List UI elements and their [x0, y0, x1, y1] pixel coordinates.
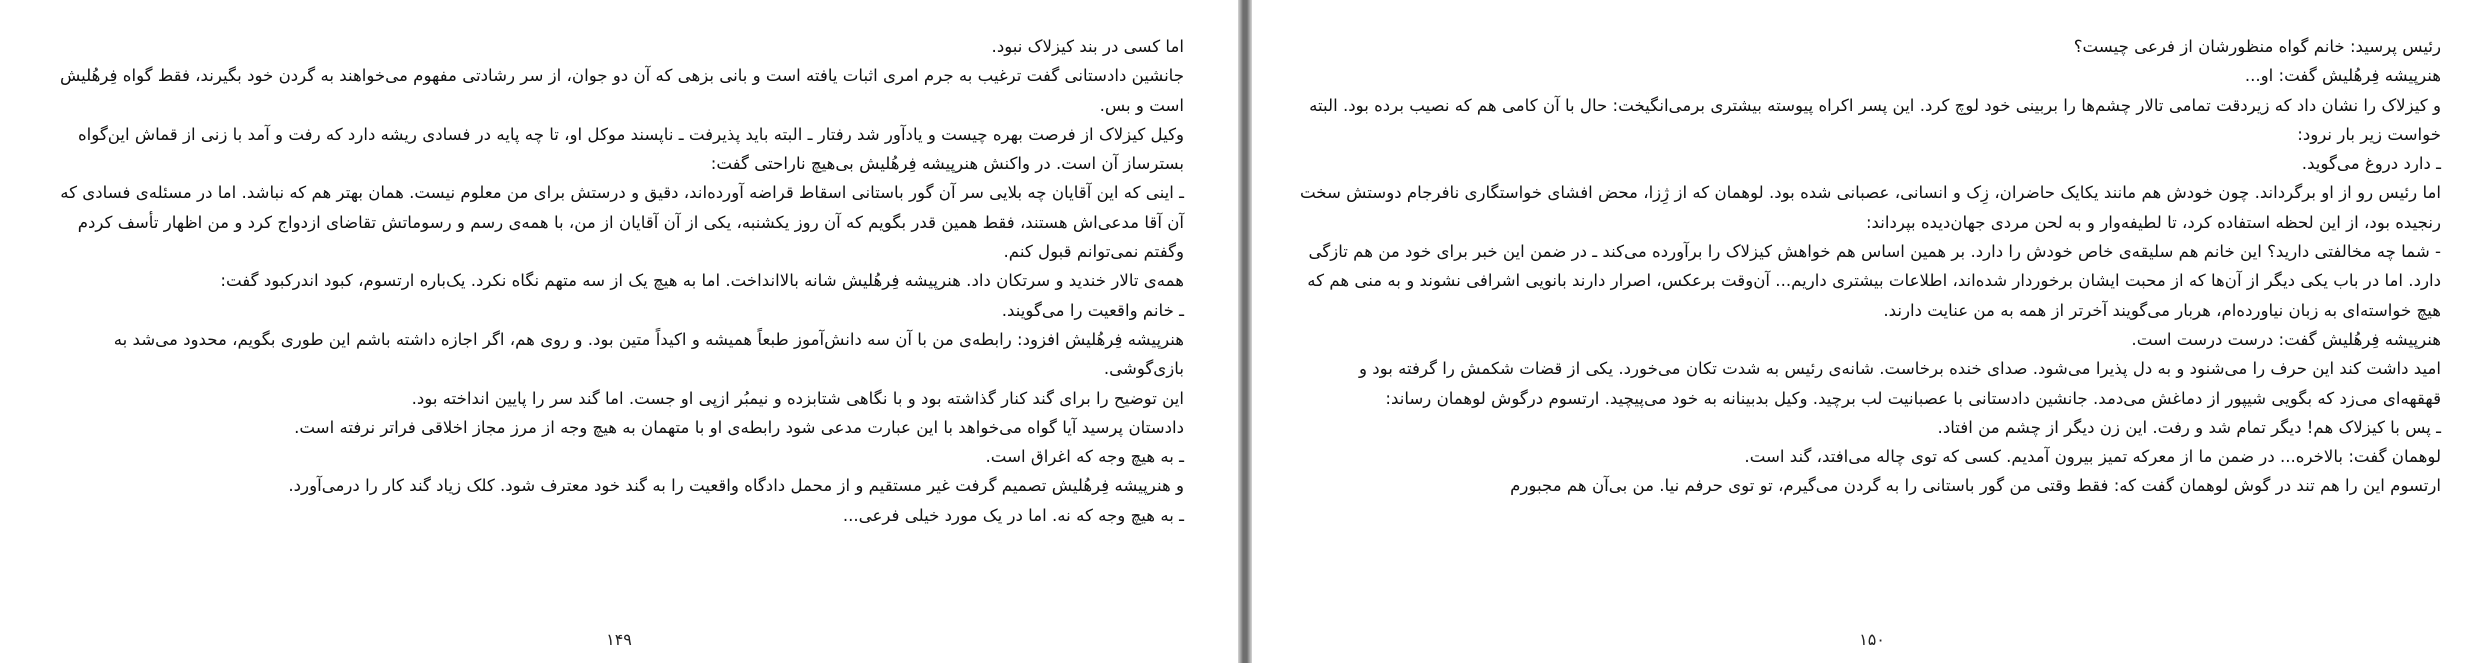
left-page-text — [54, 32, 1184, 530]
paragraph: جانشین دادستانی گفت ترغیب به جرم امری اثبات یافته است و بانی بزهی که آن دو جوان، از سر رشادتی مفهوم می‌خواهند به گردن خود بگیرند، فقط گواه فِرهُلیش است و بس. — [60, 66, 1184, 115]
paragraph: و هنرپیشه فِرهُلیش تصمیم گرفت غیر مستقیم و از محمل دادگاه واقعیت را به گند خود معترف شود. کلک زیاد گند کار را درمی‌آورد. — [288, 476, 1184, 496]
paragraph: وکیل کیزلاک از فرصت بهره چیست و یادآور شد رفتار ـ البته باید پذیرفت ـ ناپسند موکل او، تا چه پایه در فسادی ریشه دارد که رفت و آمد با زنی از قماش این‌گواه بسترساز آن است. در واکنش هنرپیشه فِرهُلیش بی‌هیچ ناراحتی گفت: — [77, 124, 1184, 174]
paragraph: و کیزلاک را نشان داد که زیردقت تمامی تالار چشم‌ها را بربینی خود لوچ کرد. این پسر اکراه پیوسته بیشتری برمی‌انگیخت: حال با آن کامی هم که نصیب برده بود. البته خواست زیر بار نرود: — [1309, 95, 2441, 144]
paragraph: امید داشت کند این حرف را می‌شنود و به دل پذیرا می‌شود. صدای خنده برخاست. شانه‌ی رئیس به شدت تکان می‌خورد. یکی از قضات شکمش را گرفته بود و قهقهه‌ای می‌زد که بگویی شیپور از دماغش می‌دمد. جانشین دادستانی با عصبانیت لب برچید. وکیل بدبینانه به خود می‌پیچید. ارتسوم درگوش لوهمان رساند: — [1358, 359, 2441, 408]
paragraph: هنرپیشه فِرهُلیش گفت: درست درست است. — [2131, 329, 2441, 349]
paragraph: اما کسی در بند کیزلاک نبود. — [991, 37, 1184, 56]
paragraph: این توضیح را برای گند کنار گذاشته بود و با نگاهی شتابزده و نیمبُر ازپی او جست. اما گند سر را پایین انداخته بود. — [411, 388, 1184, 408]
paragraph: اما رئیس رو از او برگرداند. چون خودش هم مانند یکایک حاضران، زِک و انسانی، عصبانی شده بود. لوهمان که از ژِزا، محض افشای خواستگاری نافرجام دوستش سخت رنجیده بود، از این لحظه استفاده کرد، تا لطیفه‌وار و به لحن مردی جهان‌دیده بپرداند: — [1299, 183, 2441, 232]
left-page — [0, 0, 1238, 663]
book-gutter — [1238, 0, 1252, 663]
paragraph: ـ به هیچ وجه که نه. اما در یک مورد خیلی فرعی... — [842, 505, 1184, 525]
paragraph: لوهمان گفت: بالاخره... در ضمن ما از معرکه تمیز بیرون آمدیم. کسی که توی چاله می‌افتد، گند است. — [1744, 447, 2441, 467]
paragraph: هنرپیشه فِرهُلیش افزود: رابطه‌ی من با آن سه دانش‌آموز طبعاً همیشه و اکیداً متین بود. و روی هم، اگر اجازه داشته باشم این طوری بگویم، محدود می‌شد به بازی‌گوشی. — [113, 329, 1184, 379]
paragraph: همه‌ی تالار خندید و سرتکان داد. هنرپیشه فِرهُلیش شانه بالاانداخت. اما به هیچ یک از سه متهم نگاه نکرد. یک‌باره ارتسوم، کبود اندرکبود گفت: — [220, 271, 1184, 291]
right-page-text — [1298, 32, 2441, 501]
page-number-right: ۱۵۰ — [1859, 630, 1885, 649]
paragraph: رئیس پرسید: خانم گواه منظورشان از فرعی چیست؟ — [2073, 37, 2441, 56]
paragraph: ارتسوم این را هم تند در گوش لوهمان گفت که: فقط وقتی من گور باستانی را به گردن می‌گیرم، تو توی حرفم نیا. من بی‌آن هم مجبورم — [1510, 476, 2441, 496]
paragraph: ـ خانم واقعیت را می‌گویند. — [1001, 300, 1184, 320]
paragraph: - شما چه مخالفتی دارید؟ این خانم هم سلیقه‌ی خاص خودش را دارد. بر همین اساس هم خواهش کیزلاک را برآورده می‌کند ـ در ضمن این خبر برای خود من هم تازگی دارد. اما در باب یکی دیگر از آن‌ها که از محبت ایشان برخوردار شده‌اند، اطلاعات بیشتری داریم... آن‌وقت برعکس، اصرار دارند بانویی اشرافی نشوند و به منی هم که هیچ خواسته‌ای به زبان نیاورده‌ام، هربار می‌گویند آخرتر از همه به من عنایت دارند. — [1307, 242, 2441, 320]
paragraph: ـ اینی که این آقایان چه بلایی سر آن گور باستانی اسقاط قراضه آورده‌اند، دقیق و درستش برای من معلوم نیست. همان بهتر هم که نباشد. اما در مسئله‌ی فسادی که آن آقا مدعی‌اش هستند، فقط همین قدر بگویم که آن روز یکشنبه، یکی از آن آقایان از من، با همه‌ی رسم و رسوماتش تقاضای ازدواج کرد و من اظهار تأسف کردم وگفتم نمی‌توانم قبول کنم. — [60, 183, 1184, 262]
paragraph: دادستان پرسید آیا گواه می‌خواهد با این عبارت مدعی شود رابطه‌ی او با متهمان به هیچ وجه از مرز مجاز اخلاقی فراتر نرفته است. — [294, 417, 1184, 437]
right-page — [1252, 0, 2485, 663]
paragraph: هنرپیشه فِرهُلیش گفت: او... — [2244, 66, 2441, 86]
paragraph: ـ به هیچ وجه که اغراق است. — [985, 447, 1184, 467]
paragraph: ـ پس با کیزلاک هم! دیگر تمام شد و رفت. این زن دیگر از چشم من افتاد. — [1937, 417, 2441, 437]
paragraph: ـ دارد دروغ می‌گوید. — [2301, 154, 2441, 174]
page-number-left: ۱۴۹ — [606, 630, 632, 649]
